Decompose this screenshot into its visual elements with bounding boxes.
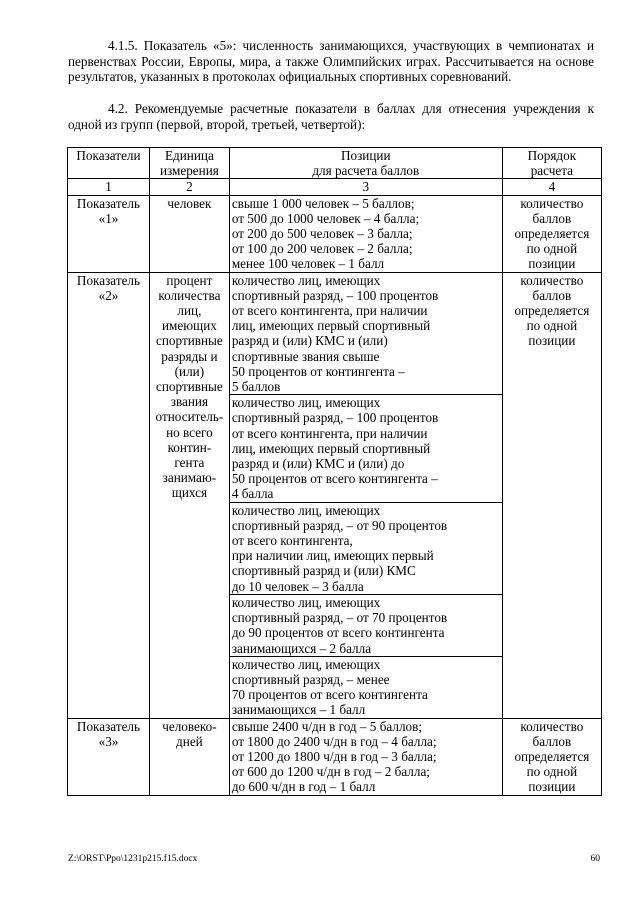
column-number-1: 1 xyxy=(68,179,150,195)
positions-2-c: количество лиц, имеющих спортивный разряд, – от 90 процентов от всего контингента, при наличии лиц, имеющих первый спортивный разряд и (или) КМС до 10 человек – 3 балла xyxy=(229,502,502,594)
method-3: количество баллов определяется по одной позиции xyxy=(502,718,601,795)
column-number-3: 3 xyxy=(229,179,502,195)
column-number-4: 4 xyxy=(502,179,601,195)
page-number: 60 xyxy=(590,854,600,864)
unit-3: человеко- дней xyxy=(149,718,229,795)
header-positions: Позиции для расчета баллов xyxy=(229,148,502,179)
scoring-table xyxy=(67,147,602,796)
positions-3: свыше 2400 ч/дн в год – 5 баллов; от 1800 до 2400 ч/дн в год – 4 балла; от 1200 до 1800 ч/дн в год – 3 балла; от 600 до 1200 ч/дн в год – 2 балла; до 600 ч/дн в год – 1 балл xyxy=(229,718,502,795)
positions-1: свыше 1 000 человек – 5 баллов; от 500 до 1000 человек – 4 балла; от 200 до 500 человек – 3 балла; от 100 до 200 человек – 2 балла; менее 100 человек – 1 балл xyxy=(229,195,502,272)
unit-2: процент количества лиц, имеющих спортивные разряды и (или) спортивные звания относитель- но всего контин- гента занимаю- щихся xyxy=(149,272,229,718)
table-header-row xyxy=(68,148,602,179)
paragraph-4-1-5: 4.1.5. Показатель «5»: численность занимающихся, участвующих в чемпионатах и первенствах России, Европы, мира, а также Олимпийских играх. Рассчитывается на основе результатов, указанных в протоколах официальных спортивных соревнований. xyxy=(68,38,594,85)
table-row xyxy=(68,195,602,272)
positions-2-a: количество лиц, имеющих спортивный разряд, – 100 процентов от всего контингента, при наличии лиц, имеющих первый спортивный разряд и (или) КМС и (или) спортивные звания свыше 50 процентов от контингента – 5 баллов xyxy=(229,272,502,395)
paragraph-4-2: 4.2. Рекомендуемые расчетные показатели в баллах для отнесения учреждения к одной из групп (первой, второй, третьей, четвертой): xyxy=(68,101,594,132)
column-number-2: 2 xyxy=(149,179,229,195)
method-1: количество баллов определяется по одной позиции xyxy=(502,195,601,272)
indicator-1: Показатель «1» xyxy=(68,195,150,272)
positions-2-e: количество лиц, имеющих спортивный разряд, – менее 70 процентов от всего контингента занимающихся – 1 балл xyxy=(229,656,502,718)
positions-2-b: количество лиц, имеющих спортивный разряд, – 100 процентов от всего контингента, при наличии лиц, имеющих первый спортивный разряд и (или) КМС и (или) до 50 процентов от всего контингента – 4 балла xyxy=(229,395,502,502)
header-indicators: Показатели xyxy=(68,148,150,179)
header-method: Порядок расчета xyxy=(502,148,601,179)
method-2: количество баллов определяется по одной позиции xyxy=(502,272,601,718)
table-row xyxy=(68,272,602,395)
indicator-3: Показатель «3» xyxy=(68,718,150,795)
table-number-row xyxy=(68,179,602,195)
positions-2-d: количество лиц, имеющих спортивный разряд, – от 70 процентов до 90 процентов от всего контингента занимающихся – 2 балла xyxy=(229,594,502,656)
header-unit: Единица измерения xyxy=(149,148,229,179)
unit-1: человек xyxy=(149,195,229,272)
footer-file-path: Z:\ORST\Ppo\1231p215.f15.docx xyxy=(68,854,198,864)
indicator-2: Показатель «2» xyxy=(68,272,150,718)
table-row xyxy=(68,718,602,795)
